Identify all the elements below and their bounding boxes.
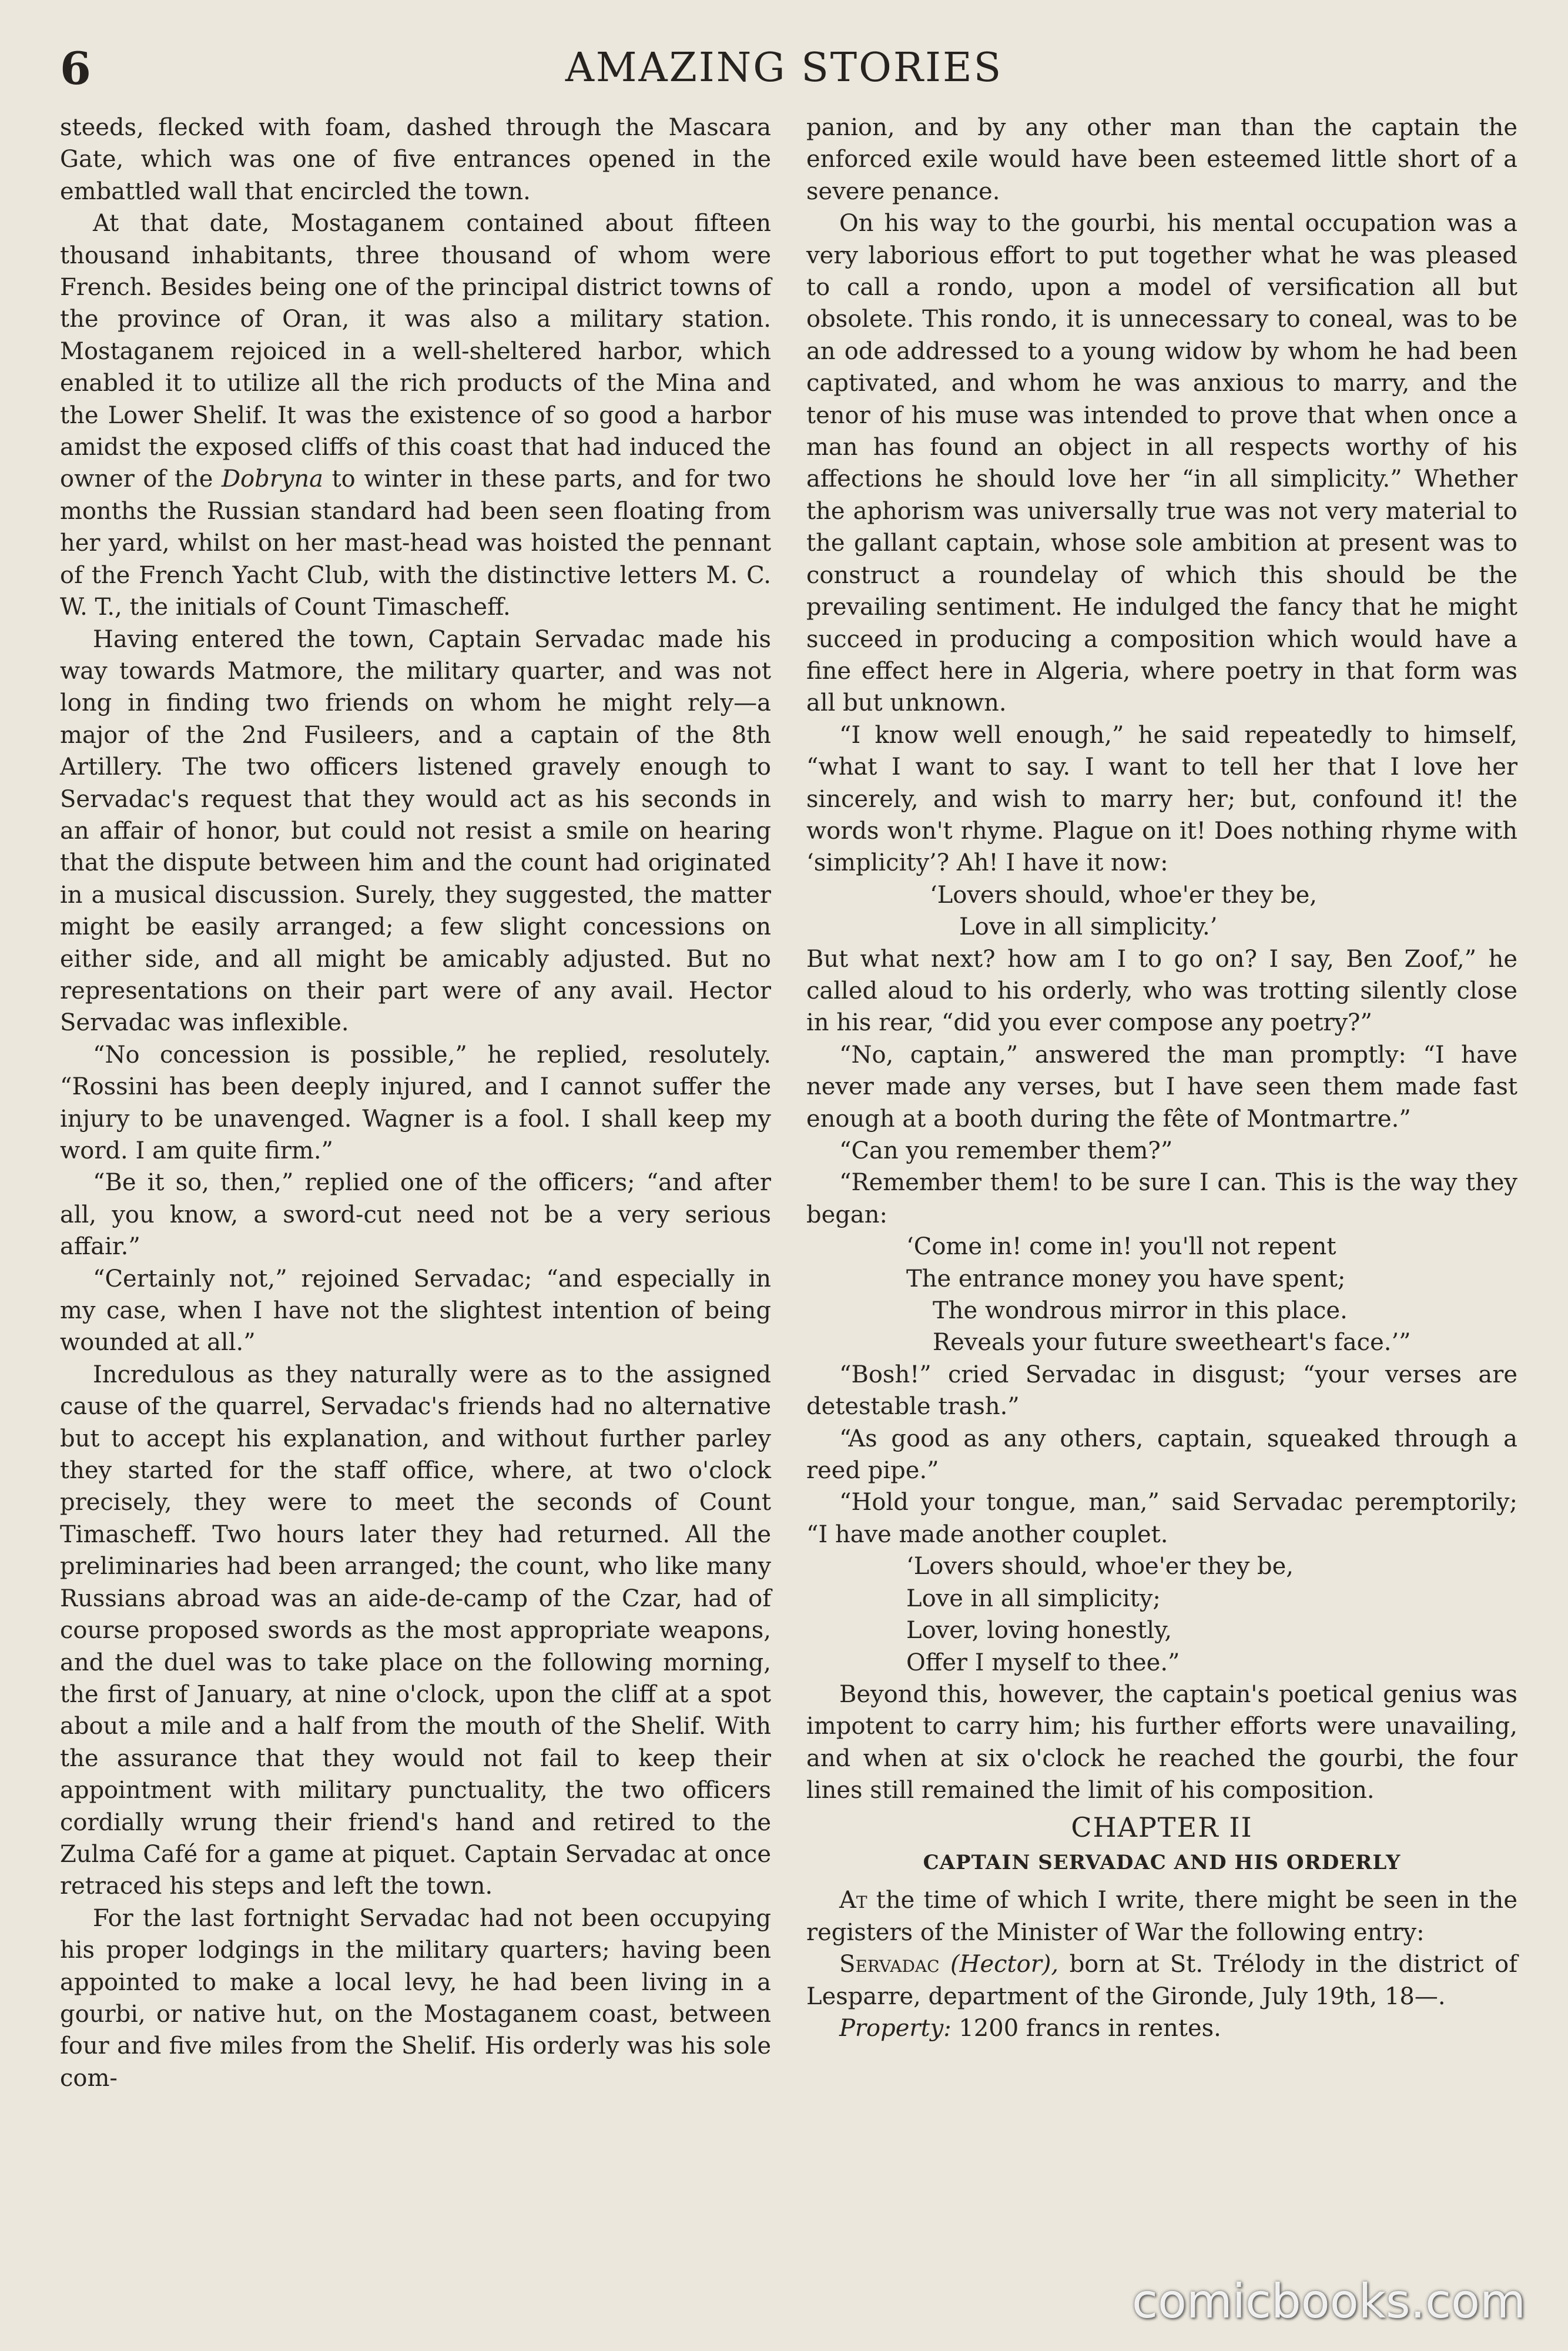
verse-line: ‘Lovers should, whoe'er they be, xyxy=(906,1553,1294,1580)
entry-forename: (Hector), xyxy=(950,1951,1059,1978)
verse-line: Love in all simplicity.’ xyxy=(959,913,1218,941)
text-run: to winter in these parts, and for two months the Russian standard had been seen floating from her yard, whilst on her mast-head was hoisted the pennant of the French Yacht Club, with the distinctive letters M. C. W. T., the initials of Count Timascheff. xyxy=(60,465,772,621)
property-label: Property: xyxy=(839,2014,951,2042)
entry-surname: Servadac xyxy=(839,1951,940,1978)
paragraph: For the last fortnight Servadac had not been occupying his proper lodgings in the military quarters; having been appointed to make a local levy, he had been living in a gourbi, or native hut, on the Mostaganem coast, between four and five miles from the Shelif. His orderly was his sole com- xyxy=(60,1904,771,2092)
paragraph: “I know well enough,” he said repeatedly to himself, “what I want to say. I want to tell her that I love her sincerely, and wish to marry her; but, confound it! the words won't rhyme. Plague on it! Does nothing rhyme with ‘simplicity’? Ah! I have it now: xyxy=(806,721,1517,877)
paragraph: Having entered the town, Captain Servadac made his way towards Matmore, the military quarter, and was not long in finding two friends on whom he might rely—a major of the 2nd Fusileers, and a captain of the 8th Artillery. The two officers listened gravely enough to Servadac's request that they would act as his seconds in an affair of honor, but could not resist a smile on hearing that the dispute between him and the count had originated in a musical discussion. Surely, they suggested, the matter might be easily arranged; a few slight concessions on either side, and all might be amicably adjusted. But no representations on their part were of any avail. Hector Servadac was inflexible. xyxy=(60,625,771,1037)
verse-line: Love in all simplicity; xyxy=(906,1585,1161,1612)
chapter-subtitle: CAPTAIN SERVADAC AND HIS ORDERLY xyxy=(923,1850,1401,1874)
property-line xyxy=(806,2012,1517,2044)
verse-line: Offer I myself to thee.” xyxy=(906,1649,1180,1676)
page-header xyxy=(56,42,1512,113)
paragraph: “As good as any others, captain, squeaked through a reed pipe.” xyxy=(806,1425,1517,1485)
chapter-heading: CHAPTER II xyxy=(1071,1811,1253,1843)
right-column xyxy=(806,112,1517,2044)
verse-line: The entrance money you have spent; xyxy=(906,1265,1346,1292)
paragraph: “Certainly not,” rejoined Servadac; “and especially in my case, when I have not the slightest intention of being wounded at all.” xyxy=(60,1265,771,1357)
paragraph: “Can you remember them?” xyxy=(839,1137,1173,1164)
paragraph xyxy=(806,1884,1517,1948)
paragraph: “Be it so, then,” replied one of the officers; “and after all, you know, a sword-cut need not be a very serious affair.” xyxy=(60,1169,771,1261)
drop-lead: At xyxy=(839,1887,867,1914)
paragraph: “Bosh!” cried Servadac in disgust; “your verses are detestable trash.” xyxy=(806,1361,1517,1421)
paragraph: “No, captain,” answered the man promptly: “I have never made any verses, but I have seen them made fast enough at a booth during the fête of Montmartre.” xyxy=(806,1041,1517,1133)
verse-line: Lover, loving honestly, xyxy=(906,1617,1172,1645)
paragraph: “Remember them! to be sure I can. This is the way they began: xyxy=(806,1169,1517,1228)
paragraph: “Hold your tongue, man,” said Servadac peremptorily; “I have made another couplet. xyxy=(806,1489,1517,1548)
property-value: 1200 francs in rentes. xyxy=(959,2014,1221,2042)
paragraph: But what next? how am I to go on? I say, Ben Zoof,” he called aloud to his orderly, who was trotting silently close in his rear, “did you ever compose any poetry?” xyxy=(806,945,1517,1037)
paragraph: On his way to the gourbi, his mental occupation was a very laborious effort to put together what he was pleased to call a rondo, upon a model of versification all but obsolete. This rondo, it is unnecessary to coneal, was to be an ode addressed to a young widow by whom he had been captivated, and whom he was anxious to marry, and the tenor of his muse was intended to prove that when once a man has found an object in all respects worthy of his affections he should love her “in all simplicity.” Whether the aphorism was universally true was not very material to the gallant captain, whose sole ambition at present was to construct a roundelay of which this should be the prevailing sentiment. He indulged the fancy that he might succeed in producing a composition which would have a fine effect here in Algeria, where poetry in that form was all but unknown. xyxy=(806,210,1517,717)
paragraph: Beyond this, however, the captain's poetical genius was impotent to carry him; his further efforts were unavailing, and when at six o'clock he reached the gourbi, the four lines still remained the limit of his composition. xyxy=(806,1680,1517,1804)
page-number: 6 xyxy=(60,42,91,95)
ship-name: Dobryna xyxy=(221,465,324,493)
watermark: comicbooks.com xyxy=(1131,2274,1526,2329)
paragraph: panion, and by any other man than the captain the enforced exile would have been esteemed little short of a severe penance. xyxy=(806,114,1517,205)
running-title: AMAZING STORIES xyxy=(565,45,1003,91)
paragraph: “No concession is possible,” he replied, resolutely. “Rossini has been deeply injured, and I cannot suffer the injury to be unavenged. Wagner is a fool. I shall keep my word. I am quite firm.” xyxy=(60,1041,771,1164)
register-entry xyxy=(806,1948,1517,2012)
verse-line: The wondrous mirror in this place. xyxy=(933,1297,1348,1325)
paragraph: steeds, flecked with foam, dashed through the Mascara Gate, which was one of five entrances opened in the embattled wall that encircled the town. xyxy=(60,114,771,205)
text-run: the time of which I write, there might be seen in the registers of the Minister of War the following entry: xyxy=(806,1887,1517,1946)
paragraph: Incredulous as they naturally were as to the assigned cause of the quarrel, Servadac's friends had no alternative but to accept his explanation, and without further parley they started for the staff office, where, at two o'clock precisely, they were to meet the seconds of Count Timascheff. Two hours later they had returned. All the preliminaries had been arranged; the count, who like many Russians abroad was an aide-de-camp of the Czar, had of course proposed swords as the most appropriate weapons, and the duel was to take place on the following morning, the first of January, at nine o'clock, upon the cliff at a spot about a mile and a half from the mouth of the Shelif. With the assurance that they would not fail to keep their appointment with military punctuality, the two officers cordially wrung their friend's hand and retired to the Zulma Café for a game at piquet. Captain Servadac at once retraced his steps and left the town. xyxy=(60,1361,771,1900)
verse-line: ‘Come in! come in! you'll not repent xyxy=(906,1233,1336,1261)
text-run: At that date, Mostaganem contained about fifteen thousand inhabitants, three thousand of whom were French. Besides being one of the principal district towns of the province of Oran, it was also a military station. Mostaganem rejoiced in a well-sheltered harbor, which enabled it to utilize all the rich products of the Mina and the Lower Shelif. It was the existence of so good a harbor amidst the exposed cliffs of this coast that had induced the owner of the xyxy=(60,210,771,493)
paragraph xyxy=(60,207,771,623)
text-run: born at St. Trélody in the district of Lesparre, department of the Gironde, July 19th, 18—. xyxy=(806,1951,1518,2010)
left-column xyxy=(60,112,771,2094)
verse-line: Reveals your future sweetheart's face.’” xyxy=(933,1329,1411,1357)
verse-line: ‘Lovers should, whoe'er they be, xyxy=(930,881,1318,909)
